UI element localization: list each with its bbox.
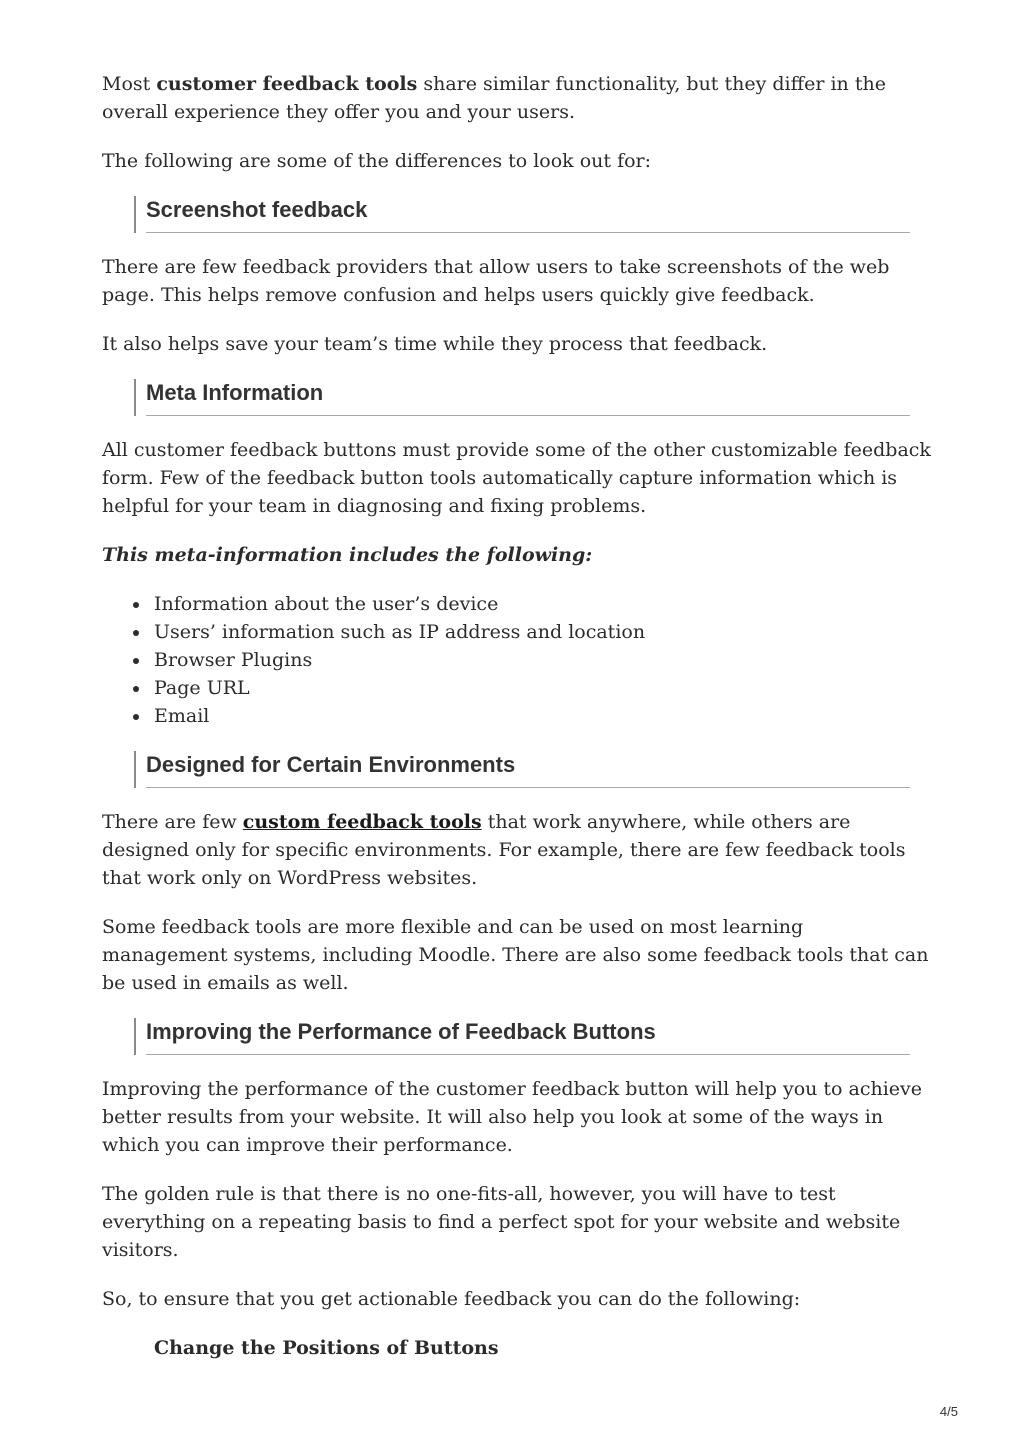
section-heading-screenshot: Screenshot feedback [134, 196, 910, 233]
intro-paragraph-2: The following are some of the differences to look out for: [102, 150, 652, 172]
environments-text-start: There are few [102, 811, 243, 833]
environments-text-end: that work anywhere, while others are designed only for specific environments. For example, there are few feedback tools that work only on WordPress websites. [102, 811, 906, 889]
environments-paragraph-1 [102, 808, 932, 892]
section-heading-environments: Designed for Certain Environments [134, 751, 910, 788]
meta-bullet-list [102, 590, 932, 730]
screenshot-paragraph-2: It also helps save your team’s time while they process that feedback. [102, 333, 768, 355]
list-item: Users’ information such as IP address and location [154, 618, 932, 646]
performance-paragraph-1: Improving the performance of the customer feedback button will help you to achieve better results from your website. It will also help you look at some of the ways in which you can improve their performance. [102, 1078, 923, 1156]
document-page [102, 70, 932, 1362]
screenshot-paragraph-1: There are few feedback providers that allow users to take screenshots of the web page. This helps remove confusion and helps users quickly give feedback. [102, 256, 890, 306]
environments-paragraph-2: Some feedback tools are more flexible and can be used on most learning management systems, including Moodle. There are also some feedback tools that can be used in emails as well. [102, 916, 929, 994]
page-number: 4/5 [939, 1404, 958, 1419]
meta-list-heading: This meta-information includes the following: [102, 544, 593, 566]
list-item: Browser Plugins [154, 646, 932, 674]
section-heading-meta: Meta Information [134, 379, 910, 416]
meta-paragraph-1: All customer feedback buttons must provide some of the other customizable feedback form. Few of the feedback button tools automatically capture information which is helpful for your team in diagnosing and fixing problems. [102, 439, 931, 517]
intro-text-end: share similar functionality, but they differ in the overall experience they offer you and your users. [102, 73, 886, 123]
intro-text-start: Most [102, 73, 157, 95]
sub-heading-change-positions: Change the Positions of Buttons [154, 1337, 499, 1359]
intro-paragraph [102, 70, 932, 126]
list-item: Page URL [154, 674, 932, 702]
list-item: Information about the user’s device [154, 590, 932, 618]
list-item: Email [154, 702, 932, 730]
section-heading-performance: Improving the Performance of Feedback Buttons [134, 1018, 910, 1055]
performance-paragraph-3: So, to ensure that you get actionable feedback you can do the following: [102, 1288, 801, 1310]
custom-feedback-tools-link[interactable]: custom feedback tools [242, 811, 482, 833]
intro-bold-phrase: customer feedback tools [156, 73, 418, 95]
performance-paragraph-2: The golden rule is that there is no one-fits-all, however, you will have to test everything on a repeating basis to find a perfect spot for your website and website visitors. [102, 1183, 901, 1261]
